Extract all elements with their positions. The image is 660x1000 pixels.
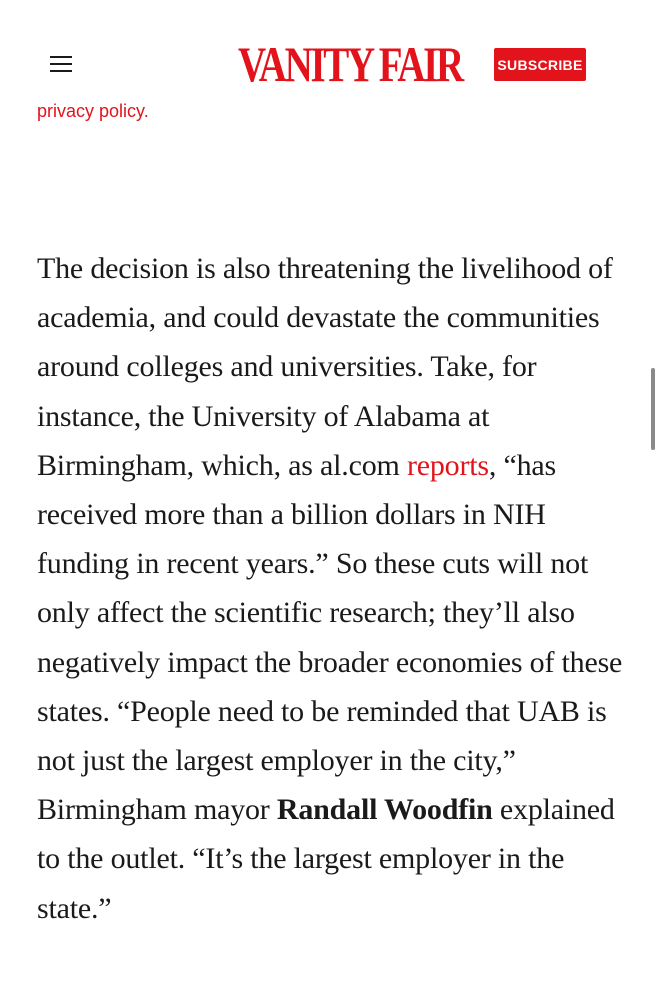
article-paragraph xyxy=(37,244,627,933)
mayor-name: Randall Woodfin xyxy=(276,793,493,827)
article-text-1: The decision is also threatening the livelihood of academia, and could devastate the communities around colleges and universities. Take, for instance, the University of Alabama at Birmingham, which, as al.com xyxy=(37,252,613,482)
hamburger-menu-icon[interactable] xyxy=(50,55,72,73)
privacy-policy-line xyxy=(37,100,149,126)
article-text-3: explained to the outlet. “It’s the largest employer in the state.” xyxy=(37,793,615,925)
article-text-2: , “has received more than a billion dollars in NIH funding in recent years.” So these cuts will not only affect the scientific research; they’ll also negatively impact the broader economies of these states. “People need to be reminded that UAB is not just the largest employer in the city,” Birmingham mayor xyxy=(37,448,623,827)
privacy-policy-link[interactable]: privacy policy. xyxy=(37,101,149,121)
site-header xyxy=(0,0,660,100)
reports-link[interactable]: reports xyxy=(406,448,489,482)
subscribe-button[interactable]: SUBSCRIBE xyxy=(494,48,586,81)
scrollbar-thumb[interactable] xyxy=(651,368,655,450)
vanity-fair-logo[interactable]: VANITY FAIR xyxy=(238,36,462,92)
